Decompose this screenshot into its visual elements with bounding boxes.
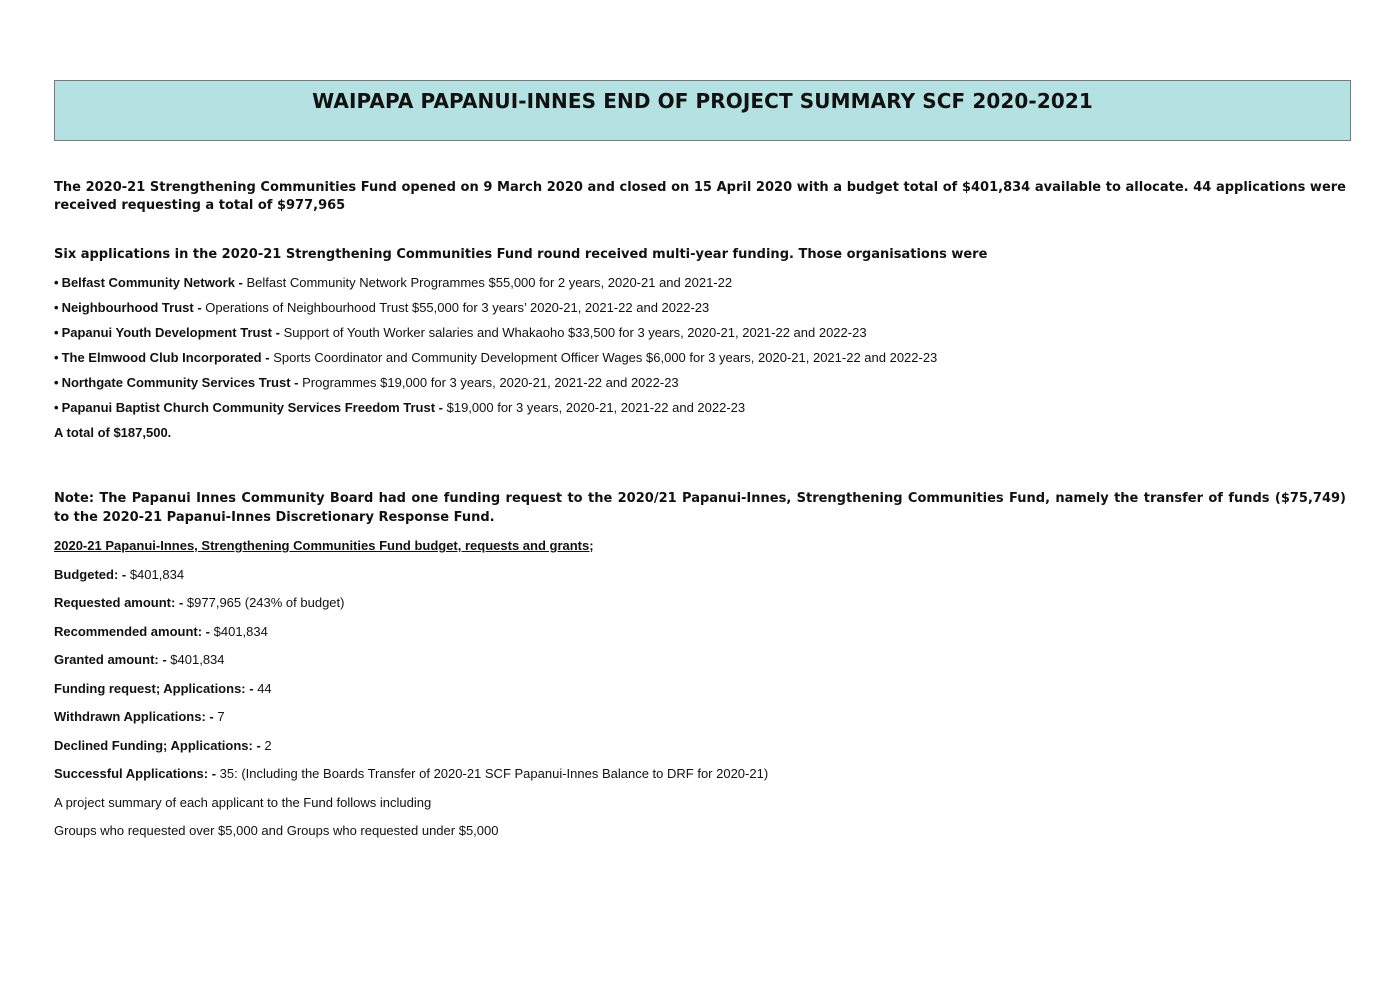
stat-label: Granted amount: - [54, 652, 171, 667]
stat-label: Successful Applications: - [54, 766, 220, 781]
stat-label: Budgeted: - [54, 566, 130, 582]
bullet-icon: • [54, 300, 59, 315]
stat-value: $401,834 [129, 566, 185, 582]
stat-label: Funding request; Applications: - [54, 680, 258, 696]
stat-label: Declined Funding; Applications: - [54, 737, 265, 753]
bullet-icon: • [54, 375, 59, 390]
list-item [54, 320, 1346, 345]
multi-year-total: A total of $187,500. [54, 425, 172, 440]
document-title: WAIPAPA PAPANUI-INNES END OF PROJECT SUMMARY SCF 2020-2021 [312, 89, 1093, 113]
budget-stat-declined [54, 736, 1346, 756]
organisation-detail: Programmes $19,000 for 3 years, 2020-21, 2021-22 and 2022-23 [302, 375, 679, 390]
list-item [54, 395, 1346, 420]
organisation-detail: Belfast Community Network Programmes $55,000 for 2 years, 2020-21 and 2021-22 [246, 275, 733, 290]
title-banner [54, 80, 1351, 141]
list-item [54, 345, 1346, 370]
stat-value: $401,834 [170, 652, 225, 667]
budget-heading: 2020-21 Papanui-Innes, Strengthening Communities Fund budget, requests and grants; [54, 538, 594, 553]
organisation-list [54, 270, 1346, 420]
stat-label: Recommended amount: - [54, 623, 214, 639]
organisation-name: The Elmwood Club Incorporated [61, 350, 262, 365]
intro-paragraph: The 2020-21 Strengthening Communities Fund opened on 9 March 2020 and closed on 15 April 2020 with a budget total of $401,834 available to allocate. 44 applications were received requesting a total of $977,965 [54, 180, 1346, 213]
separator: - [435, 400, 447, 415]
budget-stat-granted [54, 650, 1346, 670]
bullet-icon: • [54, 400, 59, 415]
closing-line: A project summary of each applicant to the Fund follows including [54, 794, 432, 810]
budget-stat-recommended [54, 622, 1346, 642]
budget-stat-budgeted [54, 565, 1346, 585]
budget-stat-successful [54, 764, 1346, 784]
separator: - [193, 300, 206, 315]
organisation-name: Papanui Baptist Church Community Services Freedom Trust [61, 400, 436, 415]
bullet-icon: • [54, 325, 59, 340]
stat-value: $401,834 [213, 623, 268, 639]
note-paragraph: Note: The Papanui Innes Community Board had one funding request to the 2020/21 Papanui-Innes, Strengthening Communities Fund, namely the transfer of funds ($75,749) to the 2020-21 Papanui-Innes Discretionary Response Fund. [54, 491, 1346, 525]
list-item [54, 270, 1346, 295]
organisation-name: Belfast Community Network [61, 275, 235, 290]
budget-stat-applications [54, 679, 1346, 699]
organisation-name: Papanui Youth Development Trust [61, 325, 272, 340]
stat-value: 2 [264, 737, 272, 753]
list-item [54, 370, 1346, 395]
stat-value: 44 [257, 680, 272, 696]
separator: - [234, 275, 247, 290]
budget-stat-withdrawn [54, 707, 1346, 727]
list-item [54, 295, 1346, 320]
closing-line: Groups who requested over $5,000 and Groups who requested under $5,000 [54, 823, 499, 838]
organisation-name: Northgate Community Services Trust [61, 375, 291, 390]
organisation-detail: Support of Youth Worker salaries and Whakaoho $33,500 for 3 years, 2020-21, 2021-22 and 2022-23 [283, 325, 867, 340]
separator: - [290, 375, 303, 390]
stat-value: $977,965 (243% of budget) [186, 595, 345, 610]
budget-stat-requested [54, 593, 1346, 613]
stat-value: 35: (Including the Boards Transfer of 2020-21 SCF Papanui-Innes Balance to DRF for 2020-21) [219, 766, 769, 781]
organisation-detail: $19,000 for 3 years, 2020-21, 2021-22 and 2022-23 [446, 400, 746, 415]
organisation-name: Neighbourhood Trust [61, 300, 194, 315]
document-page [54, 80, 1346, 841]
separator: - [272, 325, 284, 340]
stat-label: Withdrawn Applications: - [54, 709, 218, 724]
organisation-detail: Operations of Neighbourhood Trust $55,000 for 3 years’ 2020-21, 2021-22 and 2022-23 [205, 300, 710, 315]
multi-year-heading: Six applications in the 2020-21 Strengthening Communities Fund round received multi-year funding. Those organisations were [54, 247, 988, 262]
bullet-icon: • [54, 275, 59, 290]
bullet-icon: • [54, 350, 59, 365]
separator: - [261, 350, 274, 365]
stat-label: Requested amount: - [54, 595, 187, 610]
stat-value: 7 [217, 709, 225, 724]
organisation-detail: Sports Coordinator and Community Development Officer Wages $6,000 for 3 years, 2020-21, 2021-22 and 2022-23 [273, 350, 938, 365]
